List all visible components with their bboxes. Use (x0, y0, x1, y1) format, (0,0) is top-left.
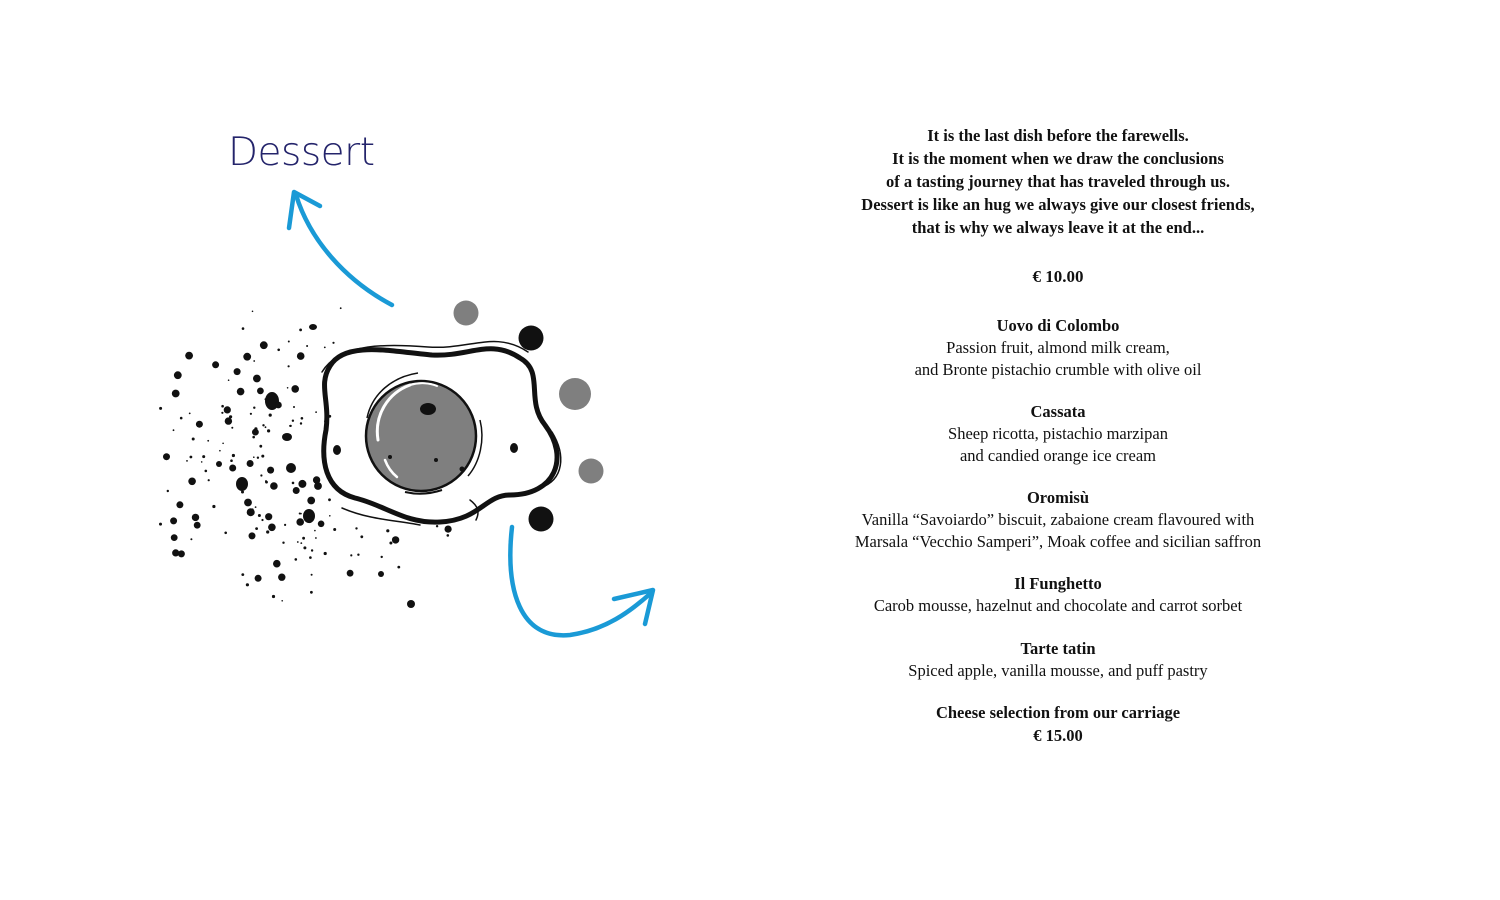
dish-description: Vanilla “Savoiardo” biscuit, zabaione cream flavoured with (861, 510, 1255, 529)
decor-dots-icon (454, 301, 604, 532)
intro-line: of a tasting journey that has traveled through us. (886, 172, 1230, 191)
dish-name: Il Funghetto (1014, 574, 1102, 593)
section-title: Dessert (228, 130, 375, 175)
intro-line: that is why we always leave it at the end... (911, 218, 1205, 237)
dish-item (808, 315, 1308, 380)
dish-name: Cassata (1030, 402, 1086, 421)
dish-item (808, 401, 1308, 466)
dish-description: Sheep ricotta, pistachio marzipan (948, 424, 1168, 443)
arrow-up-icon (289, 192, 392, 305)
arrow-right-icon (510, 527, 653, 635)
intro-line: Dessert is like an hug we always give our closest friends, (861, 195, 1255, 214)
intro-paragraph (808, 124, 1308, 239)
cheese-name: Cheese selection from our carriage (935, 703, 1181, 722)
dish-name: Oromisù (1026, 488, 1090, 507)
dish-item (808, 638, 1308, 682)
intro-line: It is the last dish before the farewells. (927, 126, 1189, 145)
dish-item (808, 487, 1308, 552)
dish-name: Uovo di Colombo (996, 316, 1120, 335)
dish-description: and candied orange ice cream (959, 445, 1157, 465)
dish-name: Tarte tatin (1020, 638, 1096, 658)
menu-text (808, 124, 1308, 747)
dish-description: Passion fruit, almond milk cream, (946, 338, 1170, 357)
tasting-price: € 10.00 (1032, 267, 1084, 286)
intro-line: It is the moment when we draw the conclusions (892, 149, 1224, 168)
dish-description: and Bronte pistachio crumble with olive oil (914, 359, 1202, 379)
cheese-price: € 15.00 (1033, 725, 1083, 745)
yolk-icon (366, 373, 482, 494)
dish-item (808, 573, 1308, 617)
cheese-item (808, 702, 1308, 747)
dish-description: Marsala “Vecchio Samperi”, Moak coffee and sicilian saffron (854, 531, 1262, 551)
dish-description: Spiced apple, vanilla mousse, and puff pastry (908, 660, 1208, 680)
dish-description: Carob mousse, hazelnut and chocolate and carrot sorbet (873, 596, 1243, 615)
